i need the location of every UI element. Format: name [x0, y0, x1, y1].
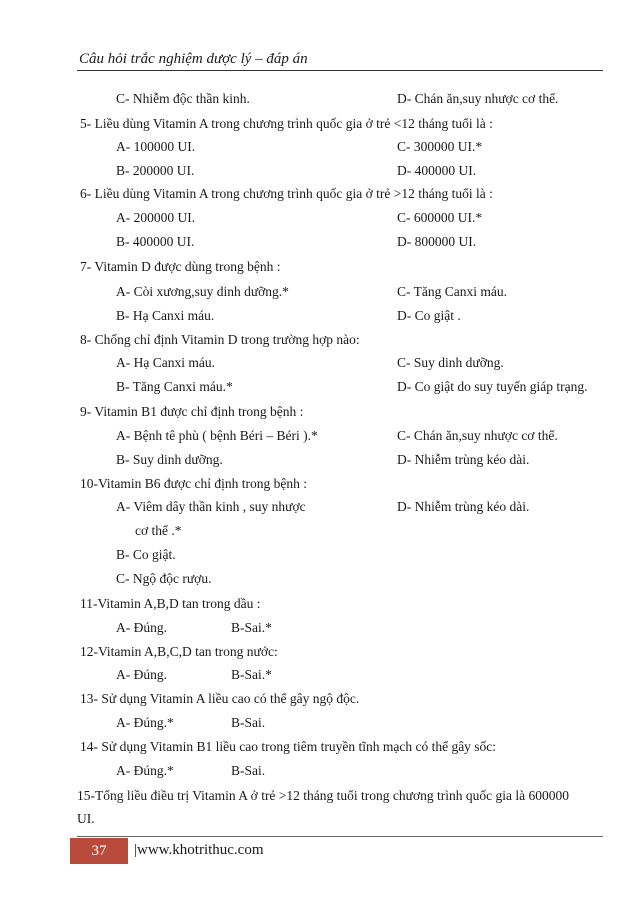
question-text: 13- Sử dụng Vitamin A liều cao có thể gây ngộ độc. — [80, 691, 360, 706]
answer-option: A- Đúng. — [116, 667, 167, 682]
answer-option: B- 200000 UI. — [116, 163, 195, 178]
footer-website-link[interactable]: |www.khotrithuc.com — [134, 842, 264, 858]
answer-option: B- Hạ Canxi máu. — [116, 308, 215, 323]
answer-option: B- Suy dinh dưỡng. — [116, 452, 223, 467]
answer-option: B-Sai.* — [231, 620, 272, 635]
answer-option: C- Nhiễm độc thần kinh. — [116, 91, 250, 106]
question-text: 9- Vitamin B1 được chỉ định trong bệnh : — [80, 404, 304, 419]
answer-option: B- Co giật. — [116, 547, 176, 562]
answer-option: D- Co giật do suy tuyến giáp trạng. — [397, 379, 588, 394]
answer-option: B-Sai. — [231, 715, 266, 730]
answer-option: A- Đúng. — [116, 620, 167, 635]
answer-option: A- Đúng.* — [116, 715, 174, 730]
question-text: 7- Vitamin D được dùng trong bệnh : — [80, 259, 281, 274]
page-number-badge: 37 — [70, 838, 128, 864]
answer-option: C- Ngộ độc rượu. — [116, 571, 212, 586]
answer-option: D- Chán ăn,suy nhược cơ thể. — [397, 91, 559, 106]
question-text-continuation: UI. — [77, 811, 95, 826]
question-text: 15-Tổng liều điều trị Vitamin A ở trẻ >12 tháng tuổi trong chương trình quốc gia là 600000 — [77, 788, 569, 803]
answer-option: A- 100000 UI. — [116, 139, 196, 154]
answer-option: A- 200000 UI. — [116, 210, 196, 225]
question-text: 12-Vitamin A,B,C,D tan trong nước: — [80, 644, 278, 659]
question-text: 11-Vitamin A,B,D tan trong dầu : — [80, 596, 261, 611]
answer-option: C- 600000 UI.* — [397, 210, 483, 225]
answer-option: A- Đúng.* — [116, 763, 174, 778]
answer-option-continuation: cơ thể .* — [135, 523, 182, 538]
answer-option: C- Chán ăn,suy nhược cơ thể. — [397, 428, 558, 443]
question-text: 8- Chống chỉ định Vitamin D trong trường hợp nào: — [80, 332, 360, 347]
footer-divider — [77, 836, 603, 837]
answer-option: A- Viêm dây thần kinh , suy nhược — [116, 499, 306, 514]
question-text: 14- Sử dụng Vitamin B1 liều cao trong tiêm truyền tĩnh mạch có thể gây sốc: — [80, 739, 497, 754]
question-text: 10-Vitamin B6 được chỉ định trong bệnh : — [80, 476, 307, 491]
answer-option: D- Nhiễm trùng kéo dài. — [397, 452, 530, 467]
question-text: 6- Liều dùng Vitamin A trong chương trình quốc gia ở trẻ >12 tháng tuổi là : — [80, 186, 493, 201]
answer-option: A- Còi xương,suy dinh dưỡng.* — [116, 284, 289, 299]
answer-option: D- 800000 UI. — [397, 234, 477, 249]
answer-option: C- 300000 UI.* — [397, 139, 483, 154]
answer-option: B- 400000 UI. — [116, 234, 195, 249]
answer-option: A- Hạ Canxi máu. — [116, 355, 215, 370]
answer-option: A- Bệnh tê phù ( bệnh Béri – Béri ).* — [116, 428, 318, 443]
question-text: 5- Liều dùng Vitamin A trong chương trình quốc gia ở trẻ <12 tháng tuổi là : — [80, 116, 493, 131]
answer-option: B-Sai.* — [231, 667, 272, 682]
answer-option: C- Tăng Canxi máu. — [397, 284, 507, 299]
answer-option: B-Sai. — [231, 763, 266, 778]
answer-option: C- Suy dinh dưỡng. — [397, 355, 504, 370]
answer-option: D- Nhiễm trùng kéo dài. — [397, 499, 530, 514]
answer-option: D- 400000 UI. — [397, 163, 477, 178]
header-divider — [77, 70, 603, 71]
answer-option: B- Tăng Canxi máu.* — [116, 379, 233, 394]
answer-option: D- Co giật . — [397, 308, 461, 323]
page-header-title: Câu hỏi trắc nghiệm dược lý – đáp án — [79, 51, 308, 67]
